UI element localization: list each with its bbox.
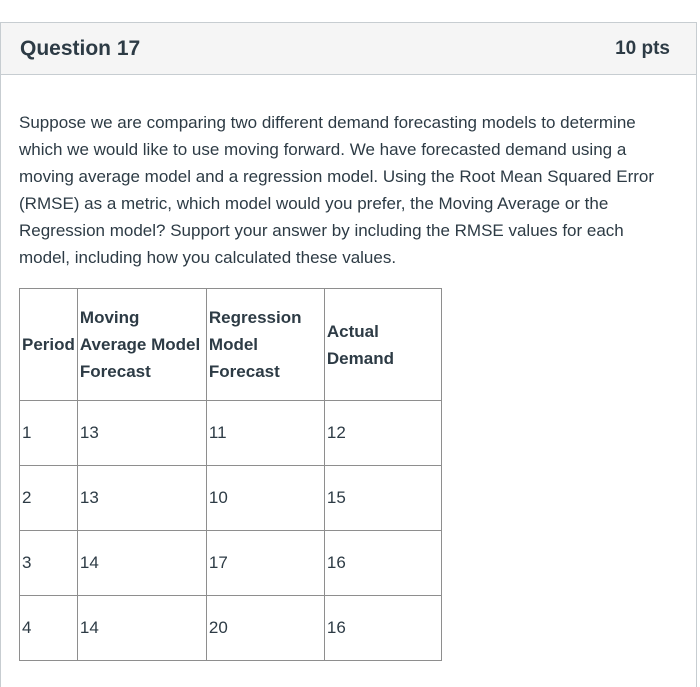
question-header	[1, 23, 696, 75]
header-regression-line: Model	[208, 335, 259, 354]
header-actual-demand	[324, 289, 441, 401]
table-header-row	[20, 289, 442, 401]
header-moving-average-line: Forecast	[79, 362, 151, 381]
question-text: Suppose we are comparing two different demand forecasting models to determine which we would like to use moving forward. We have forecasted demand using a moving average model and a regression model. Using the Root Mean Squared Error (RMSE) as a metric, which model would you prefer, the Moving Average or the Regression model? Support your answer by including the RMSE values for each model, including how you calculated these values.	[19, 113, 655, 267]
table-row	[20, 401, 442, 466]
question-title: Question 17	[20, 36, 141, 60]
cell-actual: 16	[324, 531, 441, 596]
forecast-table	[19, 288, 442, 661]
cell-regression: 11	[206, 401, 324, 466]
table-row	[20, 596, 442, 661]
header-moving-average	[77, 289, 206, 401]
cell-period: 1	[20, 401, 78, 466]
header-moving-average-line: Moving	[79, 308, 140, 327]
header-regression-line: Regression	[208, 308, 302, 327]
header-actual-line: Demand	[326, 348, 394, 368]
cell-actual: 12	[324, 401, 441, 466]
cell-period: 2	[20, 466, 78, 531]
cell-moving-average: 14	[77, 531, 206, 596]
header-regression-line: Forecast	[208, 362, 280, 381]
cell-actual: 16	[324, 596, 441, 661]
question-points: 10 pts	[615, 37, 670, 59]
header-moving-average-line: Average Model	[79, 335, 201, 354]
cell-actual: 15	[324, 466, 441, 531]
question-body	[1, 75, 696, 661]
cell-moving-average: 13	[77, 401, 206, 466]
header-actual-line: Actual	[326, 321, 379, 341]
table-row	[20, 466, 442, 531]
cell-period: 4	[20, 596, 78, 661]
question-card	[0, 22, 697, 687]
header-period: Period	[20, 289, 78, 401]
table-row	[20, 531, 442, 596]
cell-moving-average: 14	[77, 596, 206, 661]
cell-moving-average: 13	[77, 466, 206, 531]
cell-regression: 17	[206, 531, 324, 596]
cell-regression: 20	[206, 596, 324, 661]
header-regression	[206, 289, 324, 401]
cell-period: 3	[20, 531, 78, 596]
cell-regression: 10	[206, 466, 324, 531]
